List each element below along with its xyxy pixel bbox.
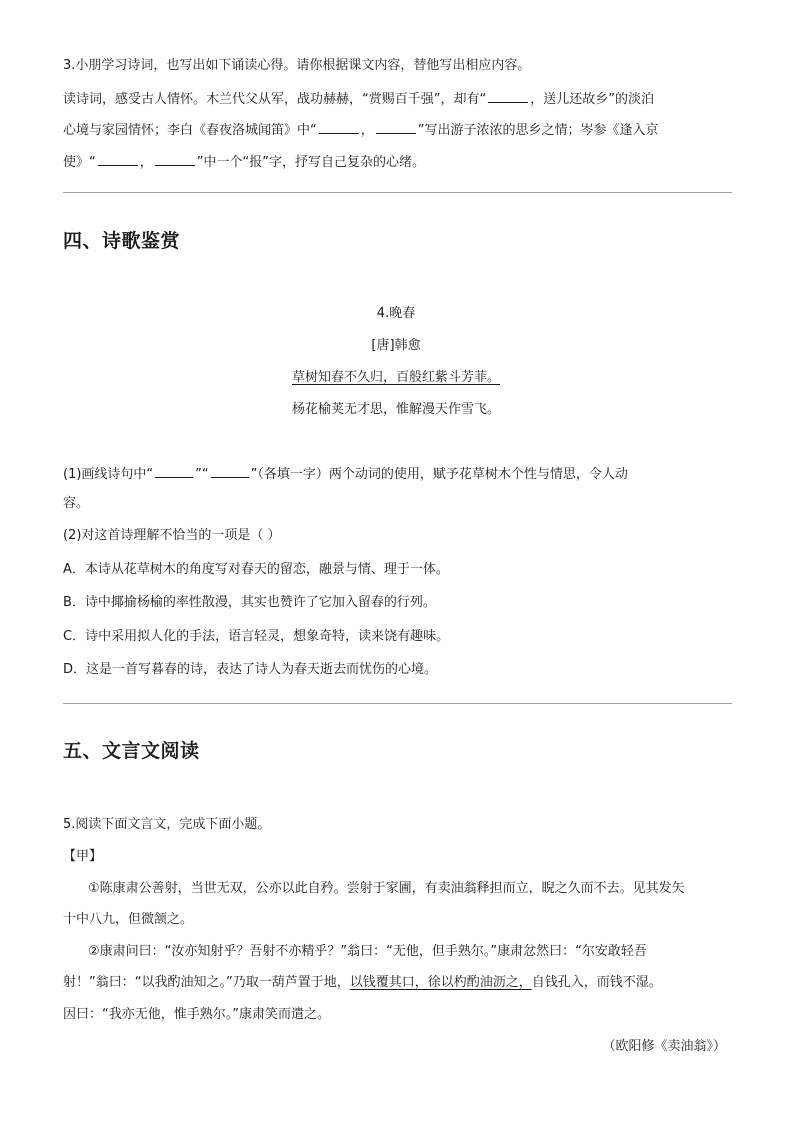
q3-blank-2[interactable]	[319, 119, 359, 134]
s4-q1-line2: 容。	[63, 496, 90, 511]
q3-line3-text-b: ，	[139, 155, 153, 170]
q3-line2	[63, 119, 659, 141]
q3-line1-text-a: 读诗词，感受古人情怀。木兰代父从军，战功赫赫，“赏赐百千强”，却有“	[63, 92, 487, 107]
q3-blank-4[interactable]	[98, 151, 138, 166]
s4-q1-blank-2[interactable]	[211, 463, 249, 478]
s5-para2-line3: 因曰：“我亦无他，惟手熟尔。”康肃笑而遣之。	[63, 1007, 330, 1022]
s4-q1-line1	[63, 463, 628, 485]
s5-label: 【甲】	[63, 849, 103, 864]
q3-line1	[63, 88, 654, 110]
poem-title: 4.晚春	[376, 306, 416, 321]
s4-q1-text-a: (1)画线诗句中“	[63, 467, 154, 482]
s5-para2-line1: ②康肃问曰：“汝亦知射乎？吾射不亦精乎？”翁曰：“无他，但手熟尔。”康肃忿然曰：“尔安敢轻吾	[88, 944, 647, 959]
s5-para2-line2	[63, 973, 662, 993]
s5-intro: 5.阅读下面文言文，完成下面小题。	[63, 817, 271, 832]
s4-option-d[interactable]: D．这是一首写暮春的诗，表达了诗人为春天逝去而忧伤的心境。	[63, 662, 438, 677]
s4-q1-blank-1[interactable]	[155, 463, 193, 478]
s4-option-b[interactable]: B．诗中揶揄杨榆的率性散漫，其实也赞许了它加入留春的行列。	[63, 595, 436, 610]
q3-line2-text-c: ”写出游子浓浓的思乡之情；岑参《逢入京	[417, 123, 659, 138]
q3-line3-text-a: 使》“	[63, 155, 96, 170]
s4-q1-text-b: ”“	[195, 467, 209, 482]
divider-1	[63, 192, 732, 193]
poem-line-1	[0, 368, 792, 388]
section5-heading: 五、文言文阅读	[63, 740, 200, 762]
q3-line3	[63, 151, 425, 173]
divider-2	[63, 703, 732, 704]
s5-para1-line2: 十中八九，但微颔之。	[63, 912, 194, 927]
section4-heading: 四、诗歌鉴赏	[63, 230, 181, 252]
q3-line1-text-b: ，送儿还故乡”的淡泊	[530, 92, 654, 107]
poem-line-1-text: 草树知春不久归，百般红紫斗芳菲。	[291, 370, 500, 385]
s5-source: （欧阳修《卖油翁》）	[602, 1039, 726, 1054]
s4-option-c[interactable]: C．诗中采用拟人化的手法，语言轻灵，想象奇特，读来饶有趣味。	[63, 629, 450, 644]
s5-para2-underlined: 以钱覆其口，徐以杓酌油沥之，	[349, 975, 532, 990]
q3-blank-5[interactable]	[155, 151, 195, 166]
s5-para2-text-b: 自钱孔入，而钱不湿。	[531, 975, 662, 990]
q3-blank-3[interactable]	[376, 119, 416, 134]
s4-q1-text-c: ”（各填一字）两个动词的使用，赋予花草树木个性与情思，令人动	[250, 467, 628, 482]
s5-para2-text-a: 射！”翁曰：“以我酌油知之。”乃取一葫芦置于地，	[63, 975, 350, 990]
q3-blank-1[interactable]	[488, 88, 528, 103]
s4-q2: (2)对这首诗理解不恰当的一项是（ ）	[63, 528, 281, 543]
q3-intro: 3.小朋学习诗词，也写出如下诵读心得。请你根据课文内容，替他写出相应内容。	[63, 58, 531, 73]
s4-option-a[interactable]: A．本诗从花草树木的角度写对春天的留恋，融景与情、理于一体。	[63, 562, 449, 577]
s5-para1-line1: ①陈康肃公善射，当世无双，公亦以此自矜。尝射于家圃，有卖油翁释担而立，睨之久而不去。见其发矢	[88, 881, 685, 896]
poem-line-2: 杨花榆荚无才思，惟解漫天作雪飞。	[291, 402, 500, 417]
poem-author: [唐]韩愈	[371, 338, 421, 353]
q3-line3-text-c: ”中一个“报”字，抒写自己复杂的心绪。	[196, 155, 425, 170]
q3-line2-text-b: ，	[360, 123, 374, 138]
q3-line2-text-a: 心境与家园情怀；李白《春夜洛城闻笛》中“	[63, 123, 317, 138]
